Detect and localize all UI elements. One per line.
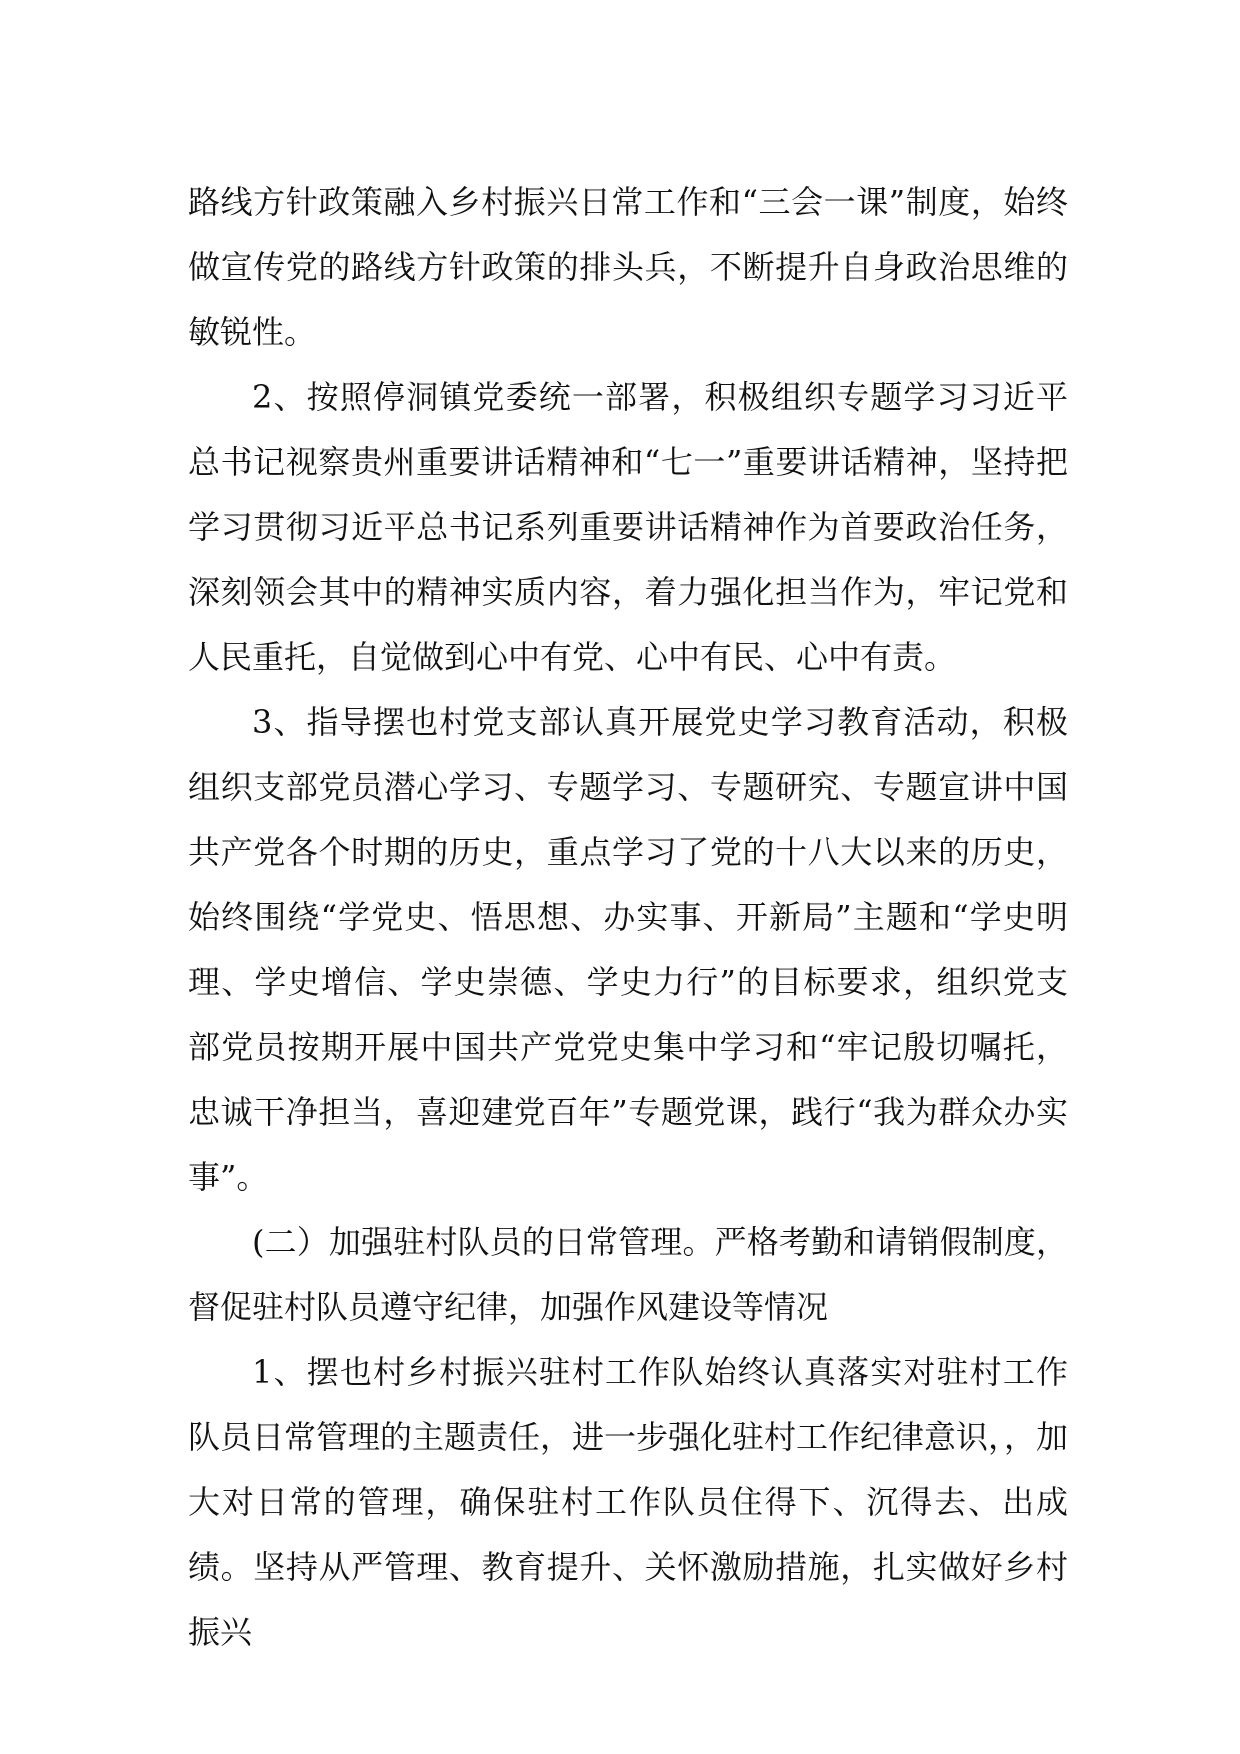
document-body xyxy=(188,170,1068,1665)
paragraph-item-1: 1、摆也村乡村振兴驻村工作队始终认真落实对驻村工作队员日常管理的主题责任，进一步强化驻村工作纪律意识，，加大对日常的管理，确保驻村工作队员住得下、沉得去、出成绩。坚持从严管理、教育提升、关怀激励措施，扎实做好乡村振兴 xyxy=(188,1353,1069,1651)
paragraph-item-2: 2、按照停洞镇党委统一部署，积极组织专题学习习近平总书记视察贵州重要讲话精神和“七一”重要讲话精神，坚持把学习贯彻习近平总书记系列重要讲话精神作为首要政治任务，深刻领会其中的精神实质内容，着力强化担当作为，牢记党和人民重托，自觉做到心中有党、心中有民、心中有责。 xyxy=(188,378,1068,676)
paragraph-continuation: 路线方针政策融入乡村振兴日常工作和“三会一课”制度，始终做宣传党的路线方针政策的排头兵，不断提升自身政治思维的敏锐性。 xyxy=(188,183,1068,351)
paragraph-item-3: 3、指导摆也村党支部认真开展党史学习教育活动，积极组织支部党员潜心学习、专题学习、专题研究、专题宣讲中国共产党各个时期的历史，重点学习了党的十八大以来的历史，始终围绕“学党史、悟思想、办实事、开新局”主题和“学史明理、学史增信、学史崇德、学史力行”的目标要求，组织党支部党员按期开展中国共产党党史集中学习和“牢记殷切嘱托，忠诚干净担当，喜迎建党百年”专题党课，践行“我为群众办实事”。 xyxy=(188,703,1068,1196)
section-heading-2: (二）加强驻村队员的日常管理。严格考勤和请销假制度，督促驻村队员遵守纪律，加强作风建设等情况 xyxy=(188,1223,1068,1326)
